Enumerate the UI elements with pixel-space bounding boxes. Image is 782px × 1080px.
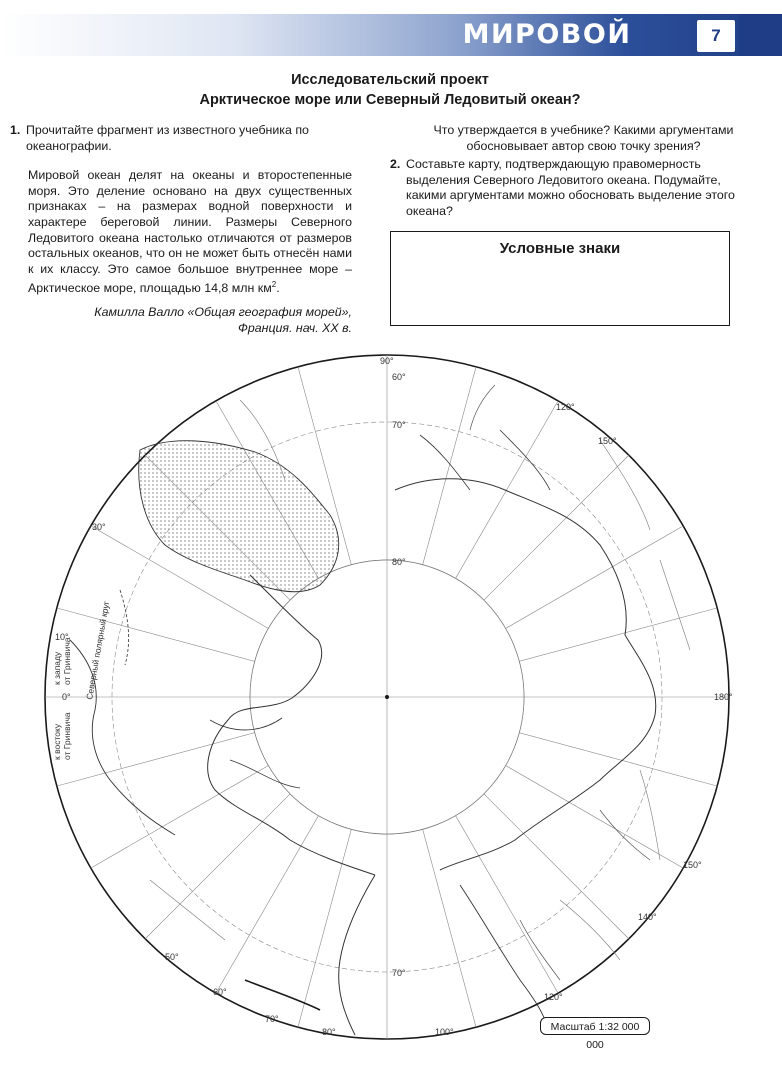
task-2 — [390, 157, 760, 219]
greenland-shape — [139, 441, 339, 592]
label-lon-150-top: 150° — [598, 436, 617, 446]
page-number: 7 — [697, 20, 735, 52]
task-1-question: Что утверждается в учебнике? Какими аргументами обосновывает автор свою точку зрения? — [433, 123, 734, 153]
label-west: к западу — [52, 651, 62, 685]
label-lon-0: 0° — [62, 692, 71, 702]
project-heading-line2: Арктическое море или Северный Ледовитый океан? — [199, 92, 581, 108]
label-lon-90: 90° — [380, 356, 394, 366]
label-lon-30-left: 30° — [92, 522, 106, 532]
project-heading — [60, 70, 720, 110]
citation — [10, 305, 352, 336]
task-2-text: Составьте карту, подтверждающую правомерность выделения Северного Ледовитого океана. Подумайте, какими аргументами можно обосновать выделение этого океана? — [406, 157, 735, 218]
label-lat-70: 70° — [392, 420, 406, 430]
label-lon-60-bottom: 60° — [213, 987, 227, 997]
label-lon-100-bottom: 100° — [435, 1027, 454, 1037]
task-1 — [10, 123, 352, 154]
header-tail — [739, 14, 782, 56]
label-lon-120-top: 120° — [556, 402, 575, 412]
map-scale: Масштаб 1:32 000 000 — [540, 1017, 650, 1035]
legend-title: Условные знаки — [499, 240, 621, 257]
label-lon-180: 180° — [714, 692, 733, 702]
label-east: к востоку — [52, 723, 62, 760]
label-lon-50-bottom: 50° — [165, 952, 179, 962]
label-lon-70-bottom: 70° — [265, 1014, 279, 1024]
label-east-2: от Гринвича — [62, 712, 72, 760]
section-title: МИРОВОЙ ОКЕАН — [462, 19, 632, 84]
task-2-number: 2. — [390, 157, 401, 172]
excerpt-end: . — [276, 281, 280, 296]
polar-map-svg — [0, 340, 782, 1080]
task-1-number: 1. — [10, 123, 21, 137]
citation-line2: Франция. нач. XX в. — [238, 320, 352, 335]
label-lat-80: 80° — [392, 557, 406, 567]
label-lat-70-bottom: 70° — [392, 968, 406, 978]
label-polar-circle: Северный полярный круг — [84, 600, 112, 701]
right-column — [390, 123, 760, 220]
label-west-2: от Гринвича — [62, 637, 72, 685]
textbook-excerpt — [28, 168, 352, 297]
citation-line1: Камилла Валло «Общая география морей», — [94, 305, 352, 320]
label-lon-150-bottom: 150° — [683, 860, 702, 870]
label-lat-60: 60° — [392, 372, 406, 382]
label-lon-120-bottom: 120° — [544, 992, 563, 1002]
hemisphere-labels — [52, 600, 111, 760]
task-1-text: Прочитайте фрагмент из известного учебника по океанографии. — [26, 123, 309, 153]
north-pole-mark — [385, 695, 389, 699]
label-lon-10-left: 10° — [55, 632, 69, 642]
label-lon-140-bottom: 140° — [638, 912, 657, 922]
label-lon-80-bottom: 80° — [322, 1027, 336, 1037]
legend-box[interactable] — [390, 231, 730, 326]
polar-map — [0, 340, 782, 1080]
excerpt-text: Мировой океан делят на океаны и второстепенные моря. Это деление основано на двух существенных признаках – на размерах водной поверхности и характере береговой линии. Размеры Северного Ледовитого океана настолько отличаются от размеров остальных океанов, что он не может быть отнесён нами к их классу. Это самое большое внутреннее море – Арктическое море, площадью 14,8 млн км — [28, 168, 353, 296]
project-heading-line1: Исследовательский проект — [291, 72, 489, 88]
excerpt-superscript: 2 — [271, 280, 277, 290]
left-column — [10, 123, 352, 336]
